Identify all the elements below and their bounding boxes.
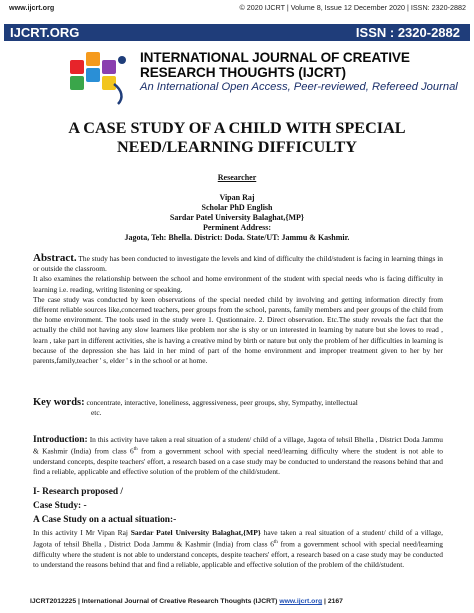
footer-id: IJCRT2012225 [30,598,77,605]
header-site: www.ijcrt.org [9,3,55,12]
introduction-text-b: from a government school with special need/learning difficulty where the student is not able to understand concepts, despite teachers' effort, a research based on a case study may be conducted to understand the reasons behind that and find a reliable, applicable and effective solution of the problem of the child/student. [33,446,443,477]
journal-title-line2: RESEARCH THOUGHTS (IJCRT) [140,65,346,80]
abstract-p2: It also examines the relationship between the school and home environment of the student with special needs who is facing difficulty in learning i.e. reading, writing listening or speaking. [33,274,443,294]
paper-title [18,119,456,157]
journal-logo-icon [64,46,134,108]
keywords-continuation: etc. [91,408,102,417]
case-study-sup: th [273,540,278,546]
case-study-text-b: from a government school with special need/learning difficulty where the student is not able to understand concepts, despite teachers' effort, a research based on a case study may be conducted to understand the reasons behind that and find a reliable, applicable and effective solution of the problem of the child/student. [33,539,443,570]
case-study-affiliation: Sardar Patel University Balaghat,{MP} [130,528,261,537]
abstract-p3: The case study was conducted by keen observations of the special needed child by involving and getting information directly from different reliable sources like,concerned teachers, peer groups from the school, parents, family members and peer groups of the child from the home environment. The tools used in the study were 1. Qustionnaire. 2. Direct observation. Etc.The study reveals the fact that the actually the child not having any slow learners like problem nor she is shy or un interested in learning by nature but she loves to read , learn , take part in different activities, she is having a creative mind by birth or nature but only the problem of her difficulties in learning is because of the depression she has laid in her mind of part of the home environment and improper treatment given to her by her parents,family,teacher ' s, elder ' s in the school or at home. [33,294,443,366]
band-issn: ISSN : 2320-2882 [355,25,460,40]
introduction-section [33,435,443,477]
keywords-section [33,398,443,418]
abstract-section [33,253,443,366]
journal-title [140,50,470,94]
abstract-heading: Abstract. [33,252,77,264]
footer-page-number: 2167 [327,598,343,605]
author-role: Scholar PhD English [201,203,273,212]
introduction-sup: th [133,447,138,453]
header-issue: © 2020 IJCRT | Volume 8, Issue 12 December 2020 | ISSN: 2320-2882 [239,3,466,12]
author-affiliation: Sardar Patel University Balaghat,{MP} [169,213,305,222]
researcher-label: Researcher [217,173,257,182]
band-site: IJCRT.ORG [10,25,80,40]
case-study-lead: In this activity I Mr Vipan Raj [33,528,131,537]
author-block [40,193,434,243]
journal-title-line1: INTERNATIONAL JOURNAL OF CREATIVE [140,50,410,65]
address-label: Perminent Address: [202,223,272,232]
introduction-text-a: In this activity have taken a real situation of a student/ child of a village, Jagota of tehsil Bhella , District Doda Jammu & Kashmir (India) from class 6 [33,435,443,456]
paper-title-line1: A CASE STUDY OF A CHILD WITH SPECIAL [68,119,406,137]
paper-title-line2: NEED/LEARNING DIFFICULTY [116,138,357,156]
introduction-heading: Introduction: [33,435,88,445]
keywords-list: concentrate, interactive, loneliness, aggressiveness, peer groups, shy, Sympathy, intellectual [84,398,358,407]
section-heading-actual-situation: A Case Study on a actual situation:- [33,515,177,525]
author-address: Jagota, Teh: Bhella. District: Doda. State/UT: Jammu & Kashmir. [124,233,350,242]
author-name: Vipan Raj [219,193,255,202]
keywords-heading: Key words: [33,397,85,408]
page-header [0,0,474,14]
abstract-p1: The study has been conducted to investigate the levels and kind of difficulty the child/student is facing in learning things in or outside the classroom. [33,254,443,274]
journal-subtitle: An International Open Access, Peer-reviewed, Refereed Journal [140,81,458,93]
case-study-text [33,528,443,570]
page-footer: IJCRT2012225 | International Journal of Creative Research Thoughts (IJCRT) www.ijcrt.org | 2167 [30,598,343,605]
journal-band [4,24,470,41]
section-heading-research: I- Research proposed / [33,487,124,497]
case-study-text-a: have taken a real situation of a student/ child of a village, Jagota of tehsil Bhella , District Doda Jammu & Kashmir (India) from class 6 [33,528,443,549]
footer-journal: International Journal of Creative Research Thoughts (IJCRT) [81,598,278,605]
footer-url-link[interactable]: www.ijcrt.org [279,598,323,605]
section-heading-case-study: Case Study: - [33,501,87,511]
